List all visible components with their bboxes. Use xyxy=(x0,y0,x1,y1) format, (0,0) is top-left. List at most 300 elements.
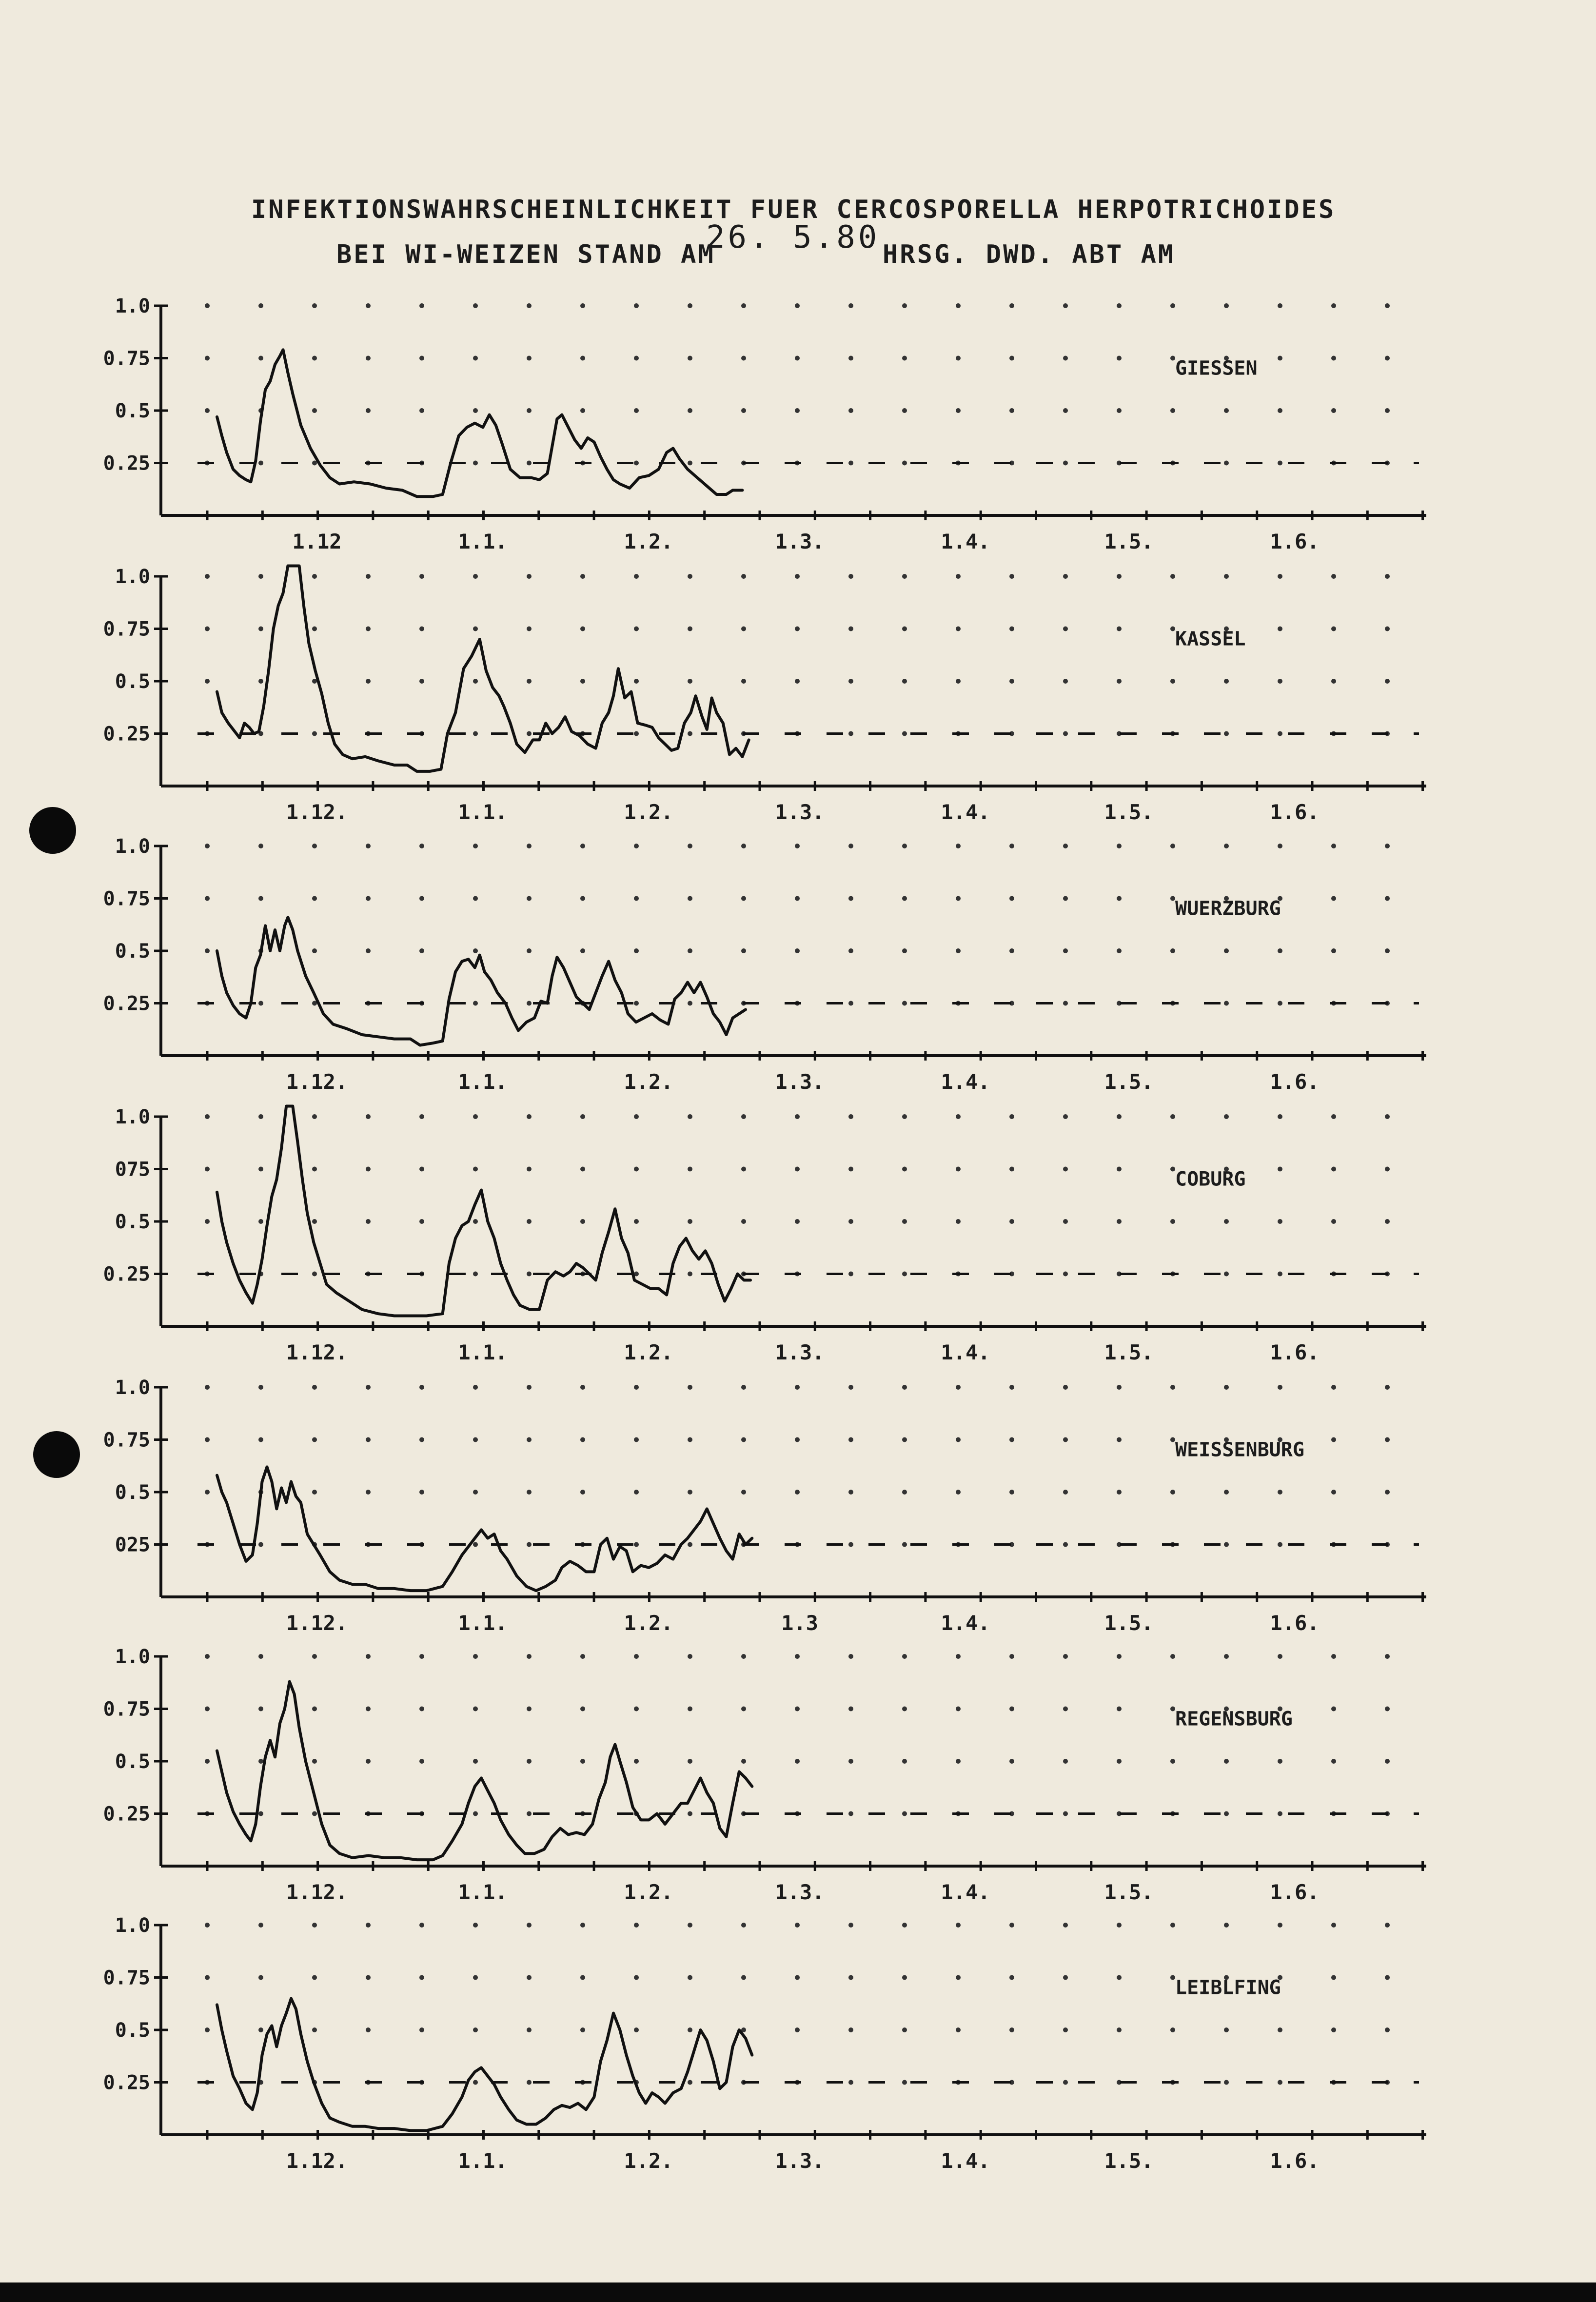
grid-dot xyxy=(1063,1219,1068,1224)
grid-dot xyxy=(1385,627,1390,631)
x-tick-label: 1.12. xyxy=(286,1070,348,1094)
grid-dot xyxy=(580,574,585,579)
grid-dot xyxy=(419,1385,424,1390)
grid-dot xyxy=(1224,731,1229,736)
grid-dot xyxy=(848,679,853,684)
grid-dot xyxy=(1224,574,1229,579)
y-tick-label: 0.5 xyxy=(115,1211,150,1233)
x-tick-label: 1.1. xyxy=(458,1340,508,1364)
x-tick-label: 1.6. xyxy=(1270,1880,1320,1904)
grid-dot xyxy=(1170,1707,1175,1712)
grid-dot xyxy=(1170,1167,1175,1172)
grid-dot xyxy=(1224,2080,1229,2085)
grid-dot xyxy=(795,948,800,953)
y-tick-label: 0.75 xyxy=(103,887,150,910)
grid-dot xyxy=(795,1385,800,1390)
grid-dot xyxy=(1063,408,1068,413)
chart-wuerzburg xyxy=(103,835,1426,1094)
grid-dot xyxy=(312,574,317,579)
grid-dot xyxy=(1063,2080,1068,2085)
station-label: GIESSEN xyxy=(1175,357,1258,380)
grid-dot xyxy=(634,1975,639,1980)
x-tick-label: 1.2. xyxy=(624,2149,673,2173)
grid-dot xyxy=(1331,408,1336,413)
grid-dot xyxy=(205,1219,210,1224)
grid-dot xyxy=(527,1975,532,1980)
grid-dot xyxy=(1063,1167,1068,1172)
grid-dot xyxy=(848,461,853,466)
chart-giessen xyxy=(103,295,1426,553)
grid-dot xyxy=(634,948,639,953)
grid-dot xyxy=(1331,627,1336,631)
grid-dot xyxy=(1063,1437,1068,1442)
grid-dot xyxy=(741,1490,746,1495)
series-line-giessen xyxy=(217,350,742,496)
grid-dot xyxy=(688,948,692,953)
grid-dot xyxy=(473,2027,478,2032)
grid-dot xyxy=(527,679,532,684)
grid-dot xyxy=(527,1114,532,1119)
x-tick-label: 1.6. xyxy=(1270,530,1320,553)
grid-dot xyxy=(1117,1654,1122,1659)
grid-dot xyxy=(956,2027,961,2032)
grid-dot xyxy=(258,461,263,466)
grid-dot xyxy=(1170,948,1175,953)
grid-dot xyxy=(1385,1923,1390,1928)
x-tick-label: 1.12. xyxy=(286,1880,348,1904)
x-tick-label: 1.1. xyxy=(458,530,508,553)
grid-dot xyxy=(1009,1759,1014,1764)
grid-dot xyxy=(634,356,639,361)
grid-dot xyxy=(1331,1114,1336,1119)
station-label: WEISSENBURG xyxy=(1175,1438,1304,1461)
grid-dot xyxy=(1170,1219,1175,1224)
grid-dot xyxy=(419,408,424,413)
y-tick-label: 025 xyxy=(115,1534,150,1556)
grid-dot xyxy=(1009,1167,1014,1172)
grid-dot xyxy=(634,627,639,631)
grid-dot xyxy=(956,679,961,684)
x-tick-label: 1.2. xyxy=(624,530,673,553)
grid-dot xyxy=(1009,1219,1014,1224)
grid-dot xyxy=(634,461,639,466)
y-tick-label: 0.25 xyxy=(103,992,150,1015)
grid-dot xyxy=(419,844,424,848)
grid-dot xyxy=(473,627,478,631)
grid-dot xyxy=(1117,948,1122,953)
x-tick-label: 1.4. xyxy=(941,2149,990,2173)
x-tick-label: 1.4. xyxy=(941,1070,990,1094)
grid-dot xyxy=(473,1167,478,1172)
grid-dot xyxy=(205,356,210,361)
x-tick-label: 1.5. xyxy=(1104,1070,1154,1094)
grid-dot xyxy=(902,1542,907,1547)
grid-dot xyxy=(1385,408,1390,413)
grid-dot xyxy=(419,1923,424,1928)
y-tick-label: 0.75 xyxy=(103,1967,150,1989)
grid-dot xyxy=(902,1707,907,1712)
y-tick-label: 1.0 xyxy=(115,1106,150,1128)
grid-dot xyxy=(1224,1272,1229,1277)
grid-dot xyxy=(1170,2027,1175,2032)
grid-dot xyxy=(312,627,317,631)
grid-dot xyxy=(902,1167,907,1172)
grid-dot xyxy=(1117,1975,1122,1980)
grid-dot xyxy=(527,461,532,466)
grid-dot xyxy=(527,896,532,901)
grid-dot xyxy=(848,731,853,736)
grid-dot xyxy=(688,1385,692,1390)
grid-dot xyxy=(1224,1654,1229,1659)
grid-dot xyxy=(795,574,800,579)
grid-dot xyxy=(1063,1490,1068,1495)
grid-dot xyxy=(1331,1437,1336,1442)
grid-dot xyxy=(795,844,800,848)
grid-dot xyxy=(1063,1759,1068,1764)
grid-dot xyxy=(741,303,746,308)
grid-dot xyxy=(1385,1654,1390,1659)
grid-dot xyxy=(312,408,317,413)
grid-dot xyxy=(848,896,853,901)
grid-dot xyxy=(527,1272,532,1277)
grid-dot xyxy=(312,1219,317,1224)
grid-dot xyxy=(419,1654,424,1659)
grid-dot xyxy=(1170,896,1175,901)
grid-dot xyxy=(419,1490,424,1495)
grid-dot xyxy=(688,1542,692,1547)
grid-dot xyxy=(1117,408,1122,413)
title-date: 26. 5.80 xyxy=(706,219,880,256)
x-tick-label: 1.3. xyxy=(775,1880,825,1904)
grid-dot xyxy=(741,1923,746,1928)
grid-dot xyxy=(527,1542,532,1547)
x-tick-label: 1.6. xyxy=(1270,1611,1320,1635)
grid-dot xyxy=(848,2080,853,2085)
y-tick-label: 0.5 xyxy=(115,670,150,693)
grid-dot xyxy=(1331,1975,1336,1980)
grid-dot xyxy=(688,1707,692,1712)
grid-dot xyxy=(741,679,746,684)
grid-dot xyxy=(634,1167,639,1172)
grid-dot xyxy=(1331,1219,1336,1224)
grid-dot xyxy=(848,408,853,413)
grid-dot xyxy=(848,1923,853,1928)
grid-dot xyxy=(795,1219,800,1224)
grid-dot xyxy=(688,356,692,361)
grid-dot xyxy=(795,408,800,413)
grid-dot xyxy=(741,1759,746,1764)
grid-dot xyxy=(1385,1707,1390,1712)
grid-dot xyxy=(312,356,317,361)
y-tick-label: 1.0 xyxy=(115,566,150,588)
station-label: KASSEL xyxy=(1175,628,1246,650)
grid-dot xyxy=(1278,679,1282,684)
grid-dot xyxy=(1278,303,1282,308)
grid-dot xyxy=(688,1975,692,1980)
grid-dot xyxy=(956,1759,961,1764)
y-tick-label: 0.25 xyxy=(103,1263,150,1286)
y-tick-label: 0.75 xyxy=(103,618,150,641)
grid-dot xyxy=(419,356,424,361)
grid-dot xyxy=(580,2027,585,2032)
grid-dot xyxy=(1117,679,1122,684)
title-publisher: HRSG. DWD. ABT AM xyxy=(883,240,1176,269)
grid-dot xyxy=(956,1114,961,1119)
grid-dot xyxy=(1278,2027,1282,2032)
grid-dots xyxy=(205,1114,1390,1277)
grid-dot xyxy=(1385,1975,1390,1980)
grid-dot xyxy=(1224,408,1229,413)
grid-dot xyxy=(634,1114,639,1119)
grid-dot xyxy=(419,2027,424,2032)
grid-dot xyxy=(1117,1923,1122,1928)
grid-dot xyxy=(848,1707,853,1712)
grid-dot xyxy=(1385,1219,1390,1224)
grid-dot xyxy=(205,2027,210,2032)
grid-dot xyxy=(312,1272,317,1277)
grid-dot xyxy=(688,2080,692,2085)
grid-dot xyxy=(473,1001,478,1006)
grid-dot xyxy=(473,844,478,848)
grid-dot xyxy=(1278,574,1282,579)
grid-dot xyxy=(205,1437,210,1442)
grid-dot xyxy=(1331,1923,1336,1928)
grid-dot xyxy=(580,1437,585,1442)
grid-dot xyxy=(473,1707,478,1712)
series-line-kassel xyxy=(217,566,749,771)
grid-dot xyxy=(1170,1975,1175,1980)
grid-dot xyxy=(366,574,371,579)
grid-dot xyxy=(580,896,585,901)
x-tick-label: 1.6. xyxy=(1270,2149,1320,2173)
grid-dot xyxy=(1170,1654,1175,1659)
chart-kassel xyxy=(103,566,1426,824)
grid-dot xyxy=(1117,2027,1122,2032)
grid-dot xyxy=(312,1437,317,1442)
x-tick-label: 1.2. xyxy=(624,1070,673,1094)
series-line-coburg xyxy=(217,1106,750,1316)
grid-dot xyxy=(1170,627,1175,631)
grid-dot xyxy=(634,679,639,684)
grid-dot xyxy=(473,2080,478,2085)
grid-dots xyxy=(205,574,1390,736)
grid-dot xyxy=(580,1654,585,1659)
grid-dot xyxy=(419,1114,424,1119)
grid-dot xyxy=(366,627,371,631)
grid-dot xyxy=(1385,2027,1390,2032)
grid-dot xyxy=(580,356,585,361)
grid-dot xyxy=(1117,1167,1122,1172)
grid-dot xyxy=(848,1385,853,1390)
grid-dot xyxy=(1117,1219,1122,1224)
grid-dot xyxy=(634,2027,639,2032)
grid-dot xyxy=(1278,408,1282,413)
grid-dot xyxy=(473,303,478,308)
grid-dot xyxy=(527,1001,532,1006)
x-tick-label: 1.1. xyxy=(458,1880,508,1904)
grid-dot xyxy=(902,1437,907,1442)
grid-dot xyxy=(1117,1385,1122,1390)
x-tick-label: 1.5. xyxy=(1104,2149,1154,2173)
grid-dot xyxy=(366,356,371,361)
grid-dot xyxy=(258,1707,263,1712)
grid-dot xyxy=(527,574,532,579)
grid-dot xyxy=(741,574,746,579)
y-tick-label: 0.5 xyxy=(115,1481,150,1504)
grid-dot xyxy=(634,731,639,736)
grid-dot xyxy=(1063,731,1068,736)
grid-dot xyxy=(312,948,317,953)
grid-dot xyxy=(473,1114,478,1119)
grid-dot xyxy=(634,574,639,579)
grid-dot xyxy=(258,679,263,684)
grid-dot xyxy=(1063,679,1068,684)
grid-dot xyxy=(419,1707,424,1712)
grid-dot xyxy=(1170,1114,1175,1119)
grid-dot xyxy=(902,461,907,466)
grid-dot xyxy=(580,1114,585,1119)
grid-dot xyxy=(902,1490,907,1495)
grid-dot xyxy=(1224,1490,1229,1495)
grid-dot xyxy=(795,679,800,684)
grid-dot xyxy=(1009,1490,1014,1495)
grid-dot xyxy=(366,1219,371,1224)
grid-dot xyxy=(258,1542,263,1547)
grid-dot xyxy=(1224,948,1229,953)
grid-dot xyxy=(205,1167,210,1172)
grid-dot xyxy=(902,1759,907,1764)
grid-dot xyxy=(312,1114,317,1119)
grid-dot xyxy=(205,1759,210,1764)
grid-dot xyxy=(419,948,424,953)
grid-dot xyxy=(1170,303,1175,308)
grid-dot xyxy=(366,1490,371,1495)
grid-dot xyxy=(1224,461,1229,466)
grid-dot xyxy=(1170,408,1175,413)
grid-dot xyxy=(1009,679,1014,684)
grid-dot xyxy=(795,627,800,631)
grid-dot xyxy=(258,1219,263,1224)
grid-dot xyxy=(1063,1654,1068,1659)
y-tick-label: 1.0 xyxy=(115,295,150,317)
grid-dot xyxy=(1009,896,1014,901)
grid-dot xyxy=(688,844,692,848)
grid-dot xyxy=(1224,1759,1229,1764)
grid-dot xyxy=(258,1385,263,1390)
grid-dot xyxy=(580,844,585,848)
grid-dot xyxy=(848,2027,853,2032)
grid-dot xyxy=(527,1167,532,1172)
grid-dot xyxy=(741,1114,746,1119)
grid-dot xyxy=(580,1167,585,1172)
grid-dot xyxy=(634,1385,639,1390)
grid-dot xyxy=(1009,1975,1014,1980)
grid-dots xyxy=(205,844,1390,1006)
x-tick-label: 1.4. xyxy=(941,1611,990,1635)
grid-dot xyxy=(1224,1219,1229,1224)
grid-dot xyxy=(366,1437,371,1442)
grid-dot xyxy=(527,1707,532,1712)
grid-dot xyxy=(741,1707,746,1712)
grid-dot xyxy=(258,1001,263,1006)
y-tick-label: 1.0 xyxy=(115,1646,150,1668)
grid-dot xyxy=(795,1923,800,1928)
grid-dot xyxy=(634,1542,639,1547)
grid-dot xyxy=(1117,1707,1122,1712)
grid-dot xyxy=(580,1385,585,1390)
grid-dot xyxy=(902,303,907,308)
grid-dot xyxy=(312,679,317,684)
grid-dot xyxy=(1331,574,1336,579)
grid-dot xyxy=(527,2080,532,2085)
grid-dot xyxy=(419,627,424,631)
grid-dot xyxy=(902,356,907,361)
grid-dot xyxy=(1278,1542,1282,1547)
grid-dot xyxy=(902,1923,907,1928)
grid-dot xyxy=(580,1975,585,1980)
grid-dot xyxy=(848,1759,853,1764)
y-tick-label: 0.75 xyxy=(103,1698,150,1721)
x-tick-label: 1.2. xyxy=(624,1611,673,1635)
grid-dot xyxy=(848,1219,853,1224)
grid-dot xyxy=(473,1437,478,1442)
chart-regensburg xyxy=(103,1646,1426,1904)
grid-dot xyxy=(634,408,639,413)
y-tick-label: 0.25 xyxy=(103,452,150,475)
grid-dot xyxy=(1170,844,1175,848)
grid-dot xyxy=(795,1114,800,1119)
grid-dot xyxy=(1009,948,1014,953)
grid-dot xyxy=(902,574,907,579)
grid-dot xyxy=(1278,1114,1282,1119)
series-line-regensburg xyxy=(217,1682,752,1860)
grid-dot xyxy=(366,1923,371,1928)
grid-dot xyxy=(1331,1490,1336,1495)
grid-dot xyxy=(205,1114,210,1119)
grid-dot xyxy=(258,1923,263,1928)
grid-dot xyxy=(312,461,317,466)
grid-dot xyxy=(258,1654,263,1659)
x-tick-label: 1.3. xyxy=(775,800,825,824)
grid-dot xyxy=(1063,1001,1068,1006)
x-tick-label: 1.2. xyxy=(624,1880,673,1904)
grid-dot xyxy=(312,844,317,848)
grid-dot xyxy=(258,303,263,308)
grid-dots xyxy=(205,1923,1390,2085)
x-tick-label: 1.12. xyxy=(286,2149,348,2173)
grid-dot xyxy=(527,356,532,361)
grid-dot xyxy=(527,2027,532,2032)
grid-dot xyxy=(741,1975,746,1980)
x-tick-label: 1.12. xyxy=(286,1611,348,1635)
grid-dot xyxy=(902,2080,907,2085)
grid-dot xyxy=(1385,1167,1390,1172)
grid-dot xyxy=(848,1811,853,1816)
grid-dot xyxy=(1278,627,1282,631)
grid-dot xyxy=(956,1167,961,1172)
grid-dot xyxy=(1063,896,1068,901)
y-tick-label: 0.25 xyxy=(103,723,150,746)
grid-dot xyxy=(688,2027,692,2032)
grid-dot xyxy=(580,948,585,953)
y-tick-label: 1.0 xyxy=(115,835,150,858)
grid-dot xyxy=(1009,1385,1014,1390)
grid-dot xyxy=(366,408,371,413)
grid-dot xyxy=(634,303,639,308)
series-line-leiblfing xyxy=(217,1999,752,2131)
grid-dot xyxy=(1331,1385,1336,1390)
grid-dot xyxy=(1170,356,1175,361)
